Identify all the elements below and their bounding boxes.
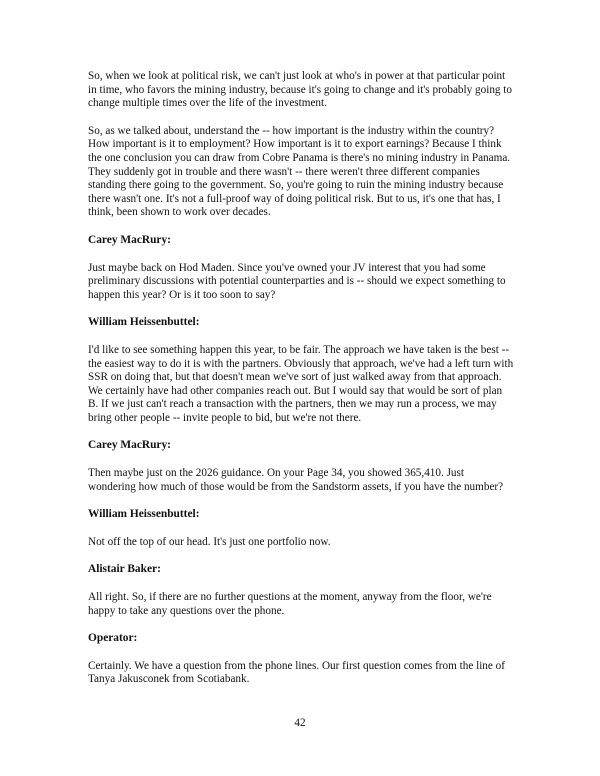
paragraph: Certainly. We have a question from the phone lines. Our first question comes from the line of Tanya Jakusconek from Scotiabank. (88, 659, 505, 686)
transcript-body (88, 70, 514, 701)
paragraph: So, as we talked about, understand the -- how important is the industry within the country? How important is it to employment? How important is it to export earnings? Because I think the one conclusion you can draw from Cobre Panama is there's no mining industry in Panama. They suddenly got in trouble and there wasn't -- there weren't three different companies standing there going to the government. So, you're going to ruin the mining industry because there wasn't one. It's not a full-proof way of doing political risk. But to us, it's one that has, I think, been shown to work over decades. (88, 124, 511, 219)
paragraph: I'd like to see something happen this year, to be fair. The approach we have taken is the best -- the easiest way to do it is with the partners. Obviously that approach, we've had a left turn with SSR on doing that, but that doesn't mean we've sort of just walked away from that approach. We certainly have had other companies reach out. But I would say that would be sort of plan B. If we just can't reach a transaction with the partners, then we may run a process, we may bring other people -- invite people to bid, but we're not there. (88, 343, 514, 424)
speaker-name: William Heissenbuttel: (88, 508, 200, 521)
paragraph: Just maybe back on Hod Maden. Since you've owned your JV interest that you had some preliminary discussions with potential counterparties and is -- should we expect something to happen this year? Or is it too soon to say? (88, 261, 506, 301)
speaker-name: Carey MacRury: (88, 233, 171, 246)
paragraph: So, when we look at political risk, we can't just look at who's in power at that particular point in time, who favors the mining industry, because it's going to change and it's probably going to change multiple times over the life of the investment. (88, 70, 513, 110)
speaker-name: William Heissenbuttel: (88, 316, 200, 329)
page-number: 42 (294, 717, 306, 729)
paragraph: Then maybe just on the 2026 guidance. On your Page 34, you showed 365,410. Just wondering how much of those would be from the Sandstorm assets, if you have the number? (88, 467, 504, 493)
speaker-name: Carey MacRury: (88, 439, 171, 452)
paragraph: All right. So, if there are no further questions at the moment, anyway from the floor, we're happy to take any questions over the phone. (88, 591, 492, 617)
speaker-name: Alistair Baker: (88, 563, 161, 576)
speaker-name: Operator: (88, 632, 138, 645)
paragraph: Not off the top of our head. It's just one portfolio now. (88, 535, 331, 548)
